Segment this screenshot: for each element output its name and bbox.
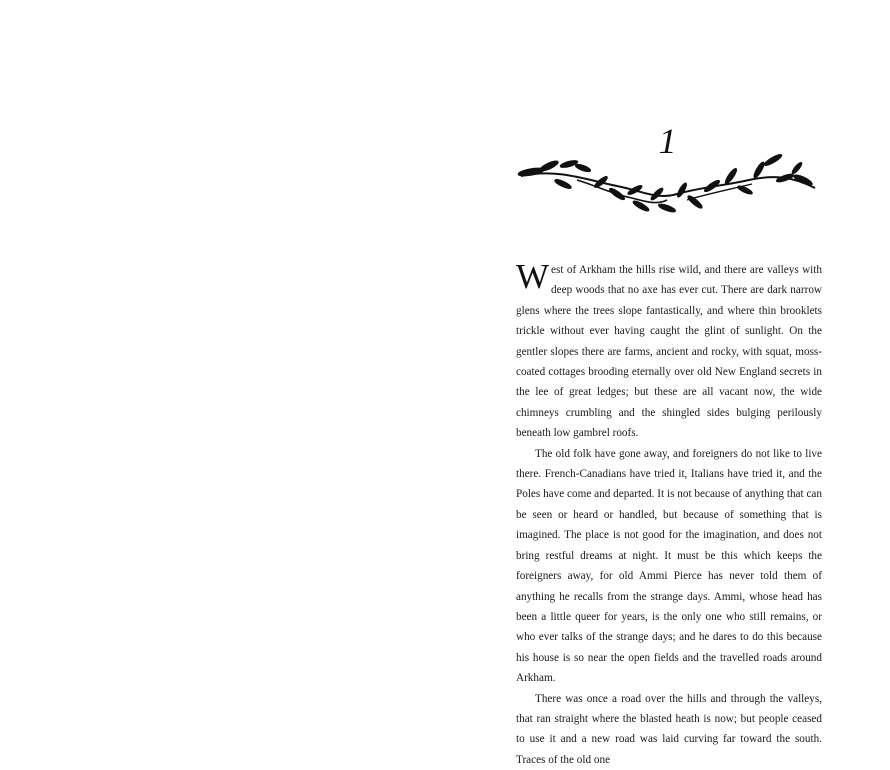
paragraph-3: There was once a road over the hills and through the valleys, that ran straight where the blasted heath is now; but people ceased to use it and a new road was laid curving far toward the south. Traces of the old one [516,692,822,766]
paragraph-1 [516,257,822,444]
paragraph-2: The old folk have gone away, and foreigners do not like to live there. French-Canadians have tried it, Italians have tried it, and the Poles have come and departed. It is not because of anything that can be seen or heard or handled, but because of something that is imagined. The place is not good for the imagination, and does not bring restful dreams at night. It must be this which keeps the foreigners away, for old Ammi Pierce has never told them of anything he recalls from the strange days. Ammi, whose head has been a little queer for years, is the only one who still remains, or who ever talks of the strange days; and he dares to do this because his house is so near the open fields and the travelled roads around Arkham. [516,447,822,685]
leafy-vine-ornament-icon [517,150,819,220]
paragraph-1-text: est of Arkham the hills rise wild, and there are valleys with deep woods that no axe has ever cut. There are dark narrow glens where the trees slope fantastically, and where thin brooklets trickle without ever having caught the glint of sunlight. On the gentler slopes there are farms, ancient and rocky, with squat, moss-coated cottages brooding eternally over old New England secrets in the lee of great ledges; but these are all vacant now, the wide chimneys crumbling and the shingled sides bulging perilously beneath low gambrel roofs. [516,264,822,440]
left-page-blank [0,0,445,667]
chapter-body-text [516,257,822,770]
drop-cap: W [516,257,550,296]
chapter-number: 1 [658,121,677,161]
right-page [445,0,890,766]
